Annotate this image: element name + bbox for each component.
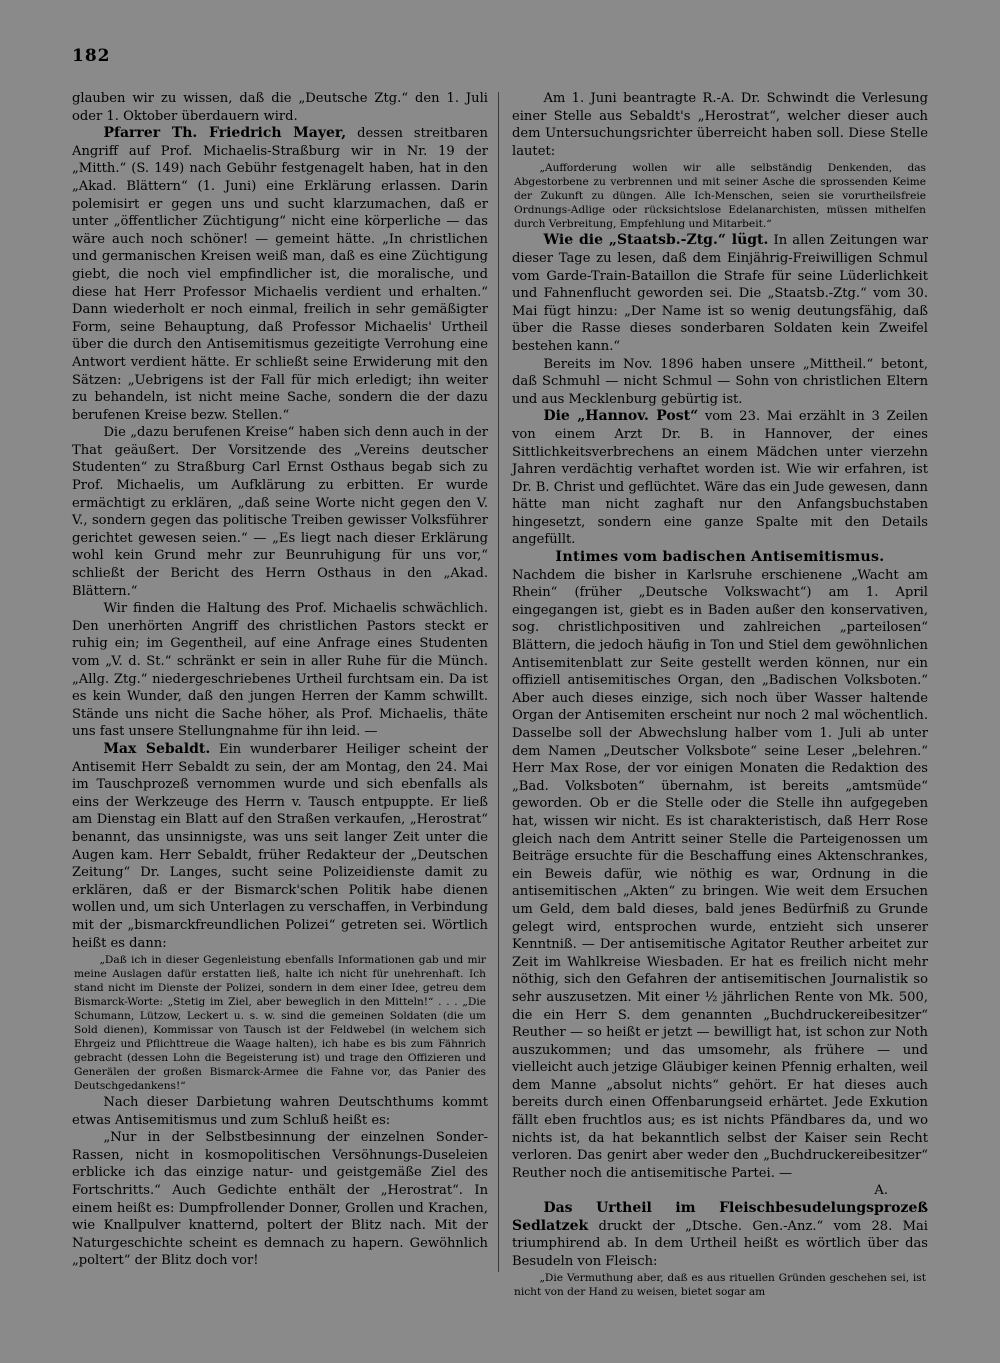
paragraph: Nachdem die bisher in Karlsruhe erschienene „Wacht am Rhein“ (früher „Deutsche Volkswacht“) am 1. April eingegangen ist, giebt es in Baden außer den konservativen, sog. christlichpositiven und zahlreichen „parteilosen“ Blättern, die jedoch häufig in Ton und Stiel dem gewöhnlichen Antisemitenblatt zur Seite gestellt werden können, nur ein offiziell antisemitisches Organ, den „Badischen Volksboten.“ Aber auch dieses einzige, sich noch über Wasser haltende Organ der Antisemiten erscheint nur noch 2 mal wöchentlich. Dasselbe soll der Abwechslung halber vom 1. Juli ab unter dem Namen „Deutscher Volksbote“ seine Leser „belehren.“ Herr Max Rose, der vor einigen Monaten die Redaktion des „Bad. Volksboten“ übernahm, ist bereits „amtsmüde“ geworden. Ob er die Stelle oder die Stelle ihn aufgegeben hat, wissen wir nicht. Es ist charakteristisch, daß Herr Rose gleich nach dem Antritt seiner Stelle die Parteigenossen um Beiträge ersuchte für die Beschaffung eines Aktenschrankes, ein Beweis dafür, wie nöthig es war, Ordnung in die antisemitischen „Akten“ zu bringen. Wie weit dem Ersuchen um Geld, dem bald dieses, bald jenes Bedürfniß zu Grunde gelegt wird, entsprochen wurde, entzieht sich unserer Kenntniß. — Der antisemitische Agitator Reuther arbeitet zur Zeit im Wahlkreise Wiesbaden. Er hat es freilich nicht mehr nöthig, sich den Gefahren der antisemitischen Journalistik so sehr auszusetzen. Mit einer ½ jährlichen Rente von Mk. 500, die ein Herr S. dem genannten „Buchdruckereibesitzer“ Reuther — so heißt er jetzt — bewilligt hat, ist schon zur Noth auszukommen; und das umsomehr, als frühere — und vielleicht auch jetzige Gläubiger keinen Pfennig erhalten, weil dem Manne „absolut nichts“ gehört. Er hat dieses auch bereits durch einen Offenbarungseid erhärtet. Jede Exkution fällt eben fruchtlos aus; es ist nichts Pfändbares da, und wo nichts ist, da hat bekanntlich selbst der Kaiser sein Recht verloren. Das genirt aber weder den „Buchdruckereibesitzer“ Reuther noch die antisemitische Partei. —	[512, 567, 928, 1181]
text-continuation: glauben wir zu wissen, daß die „Deutsche Ztg.“ den 1. Juli oder 1. Oktober überdauern wird.	[72, 91, 488, 124]
paragraph: Bereits im Nov. 1896 haben unsere „Mittheil.“ betont, daß Schmuhl — nicht Schmul — Sohn von christlichen Eltern und aus Mecklenburg gebürtig ist.	[512, 356, 928, 407]
article-body: Ein wunderbarer Heiliger scheint der Antisemit Herr Sebaldt zu sein, der am Montag, den 24. Mai im Tauschprozeß vernommen wurde und sich ebenfalls als eins der Werkzeuge des Herrn v. Tausch entpuppte. Er ließ am Dienstag ein Blatt auf den Straßen verkaufen, „Herostrat“ benannt, das unsinnigste, was uns seit langer Zeit unter die Augen kam. Herr Sebaldt, früher Redakteur der „Deutschen Zeitung“ Dr. Langes, sucht seine Polizeidienste damit zu erklären, daß er der Bismarck'schen Politik habe dienen wollen und, um sich Unterlagen zu verschaffen, in Verbindung mit der „bismarckfreundlichen Polizei“ getreten sei. Wörtlich heißt es dann:	[72, 741, 488, 951]
quote-text: „Die Vermuthung aber, daß es aus rituellen Gründen geschehen sei, ist nicht von der Hand zu weisen, bietet sogar am	[514, 1272, 926, 1299]
column-divider	[498, 92, 499, 1272]
article-heading: Die „Hannov. Post“	[543, 408, 699, 425]
section-heading: Intimes vom badischen Antisemitismus.	[555, 549, 885, 566]
article-heading: Max Sebaldt.	[103, 740, 211, 757]
article-body: dessen streitbaren Angriff auf Prof. Michaelis-Straßburg wir in Nr. 19 der „Mitth.“ (S. 149) nach Gebühr festgenagelt haben, hat in den „Akad. Blättern“ (1. Juni) eine Erklärung erlassen. Darin polemisirt er gegen uns und sucht klarzumachen, daß er unter „öffentlicher Züchtigung“ nicht eine körperliche — das wäre auch noch schöner! — gemeint hätte. „In christlichen und germanischen Kreisen weiß man, daß es eine Züchtigung giebt, die noch viel empfindlicher ist, die moralische, und diese hat Herr Professor Michaelis verdient und erhalten.“ Dann wiederholt er noch einmal, freilich in sehr gemäßigter Form, seine Behauptung, daß Professor Michaelis' Urtheil über die durch den Antisemitismus gezeitigte Verrohung eine Antwort verdient hätte. Er schließt seine Erwiderung mit den Sätzen: „Uebrigens ist der Fall für mich erledigt; ihn weiter zu behandeln, ist nicht meine Sache, sondern die der dazu berufenen Kreise bezw. Stellen.“	[72, 126, 488, 423]
page-number: 182	[72, 46, 111, 66]
paragraph: Am 1. Juni beantragte R.-A. Dr. Schwindt die Verlesung einer Stelle aus Sebaldt's „Herostrat“, welcher dieser auch dem Untersuchungsrichter überreicht haben soll. Diese Stelle lautet:	[512, 91, 928, 159]
block-quote	[512, 161, 928, 231]
article-staatsb	[512, 232, 928, 355]
article-mayer	[72, 125, 488, 424]
left-column	[72, 90, 488, 1270]
article-body: druckt der „Dtsche. Gen.-Anz.“ vom 28. Mai triumphirend ab. In dem Urtheil heißt es wörtlich über das Besudeln von Fleisch:	[512, 1218, 928, 1269]
right-column	[512, 90, 928, 1300]
paragraph: „Nur in der Selbstbesinnung der einzelnen Sonder-Rassen, nicht in kosmopolitischen Versöhnungs-Duseleien erblicke ich das einzige natur- und geistgemäße Ziel des Fortschritts.“ Auch Gedichte enthält der „Herostrat“. In einem heißt es: Dumpfrollender Donner, Grollen und Krachen, wie Knallpulver knatternd, poltert der Blitz nach. Mit der Naturgeschichte scheint es demnach zu hapern. Gewöhnlich „poltert“ der Blitz doch vor!	[72, 1130, 488, 1269]
article-heading: Wie die „Staatsb.-Ztg.“ lügt.	[543, 232, 769, 249]
article-body: In allen Zeitungen war dieser Tage zu lesen, daß dem Einjährig-Freiwilligen Schmul vom Garde-Train-Bataillon die Strafe für seine Lüderlichkeit und Fahnenflucht geworden sei. Die „Staatsb.-Ztg.“ vom 30. Mai fügt hinzu: „Der Name ist so wenig deutungsfähig, daß über die Rasse dieses sonderbaren Soldaten kein Zweifel bestehen kann.“	[512, 233, 928, 354]
article-hannov	[512, 408, 928, 549]
article-heading: Das Urtheil im Fleischbesudelungsprozeß Sedlatzek	[512, 1200, 928, 1234]
block-quote	[72, 953, 488, 1093]
article-body: vom 23. Mai erzählt in 3 Zeilen von einem Arzt Dr. B. in Hannover, der eines Sittlichkeitsverbrechens an einem Mädchen unter vierzehn Jahren verdächtig verhaftet worden ist. Wie wir erfahren, ist Dr. B. Christ und geflüchtet. Wäre das ein Jude gewesen, dann hätte man nicht zaghaft nur den Anfangsbuchstaben hingesetzt, sondern eine ganze Spalte mit den Details angefüllt.	[512, 409, 928, 548]
paragraph: Nach dieser Darbietung wahren Deutschthums kommt etwas Antisemitismus und zum Schluß heißt es:	[72, 1095, 488, 1128]
block-quote	[512, 1271, 928, 1299]
article-sebaldt	[72, 741, 488, 952]
quote-text: „Daß ich in dieser Gegenleistung ebenfalls Informationen gab und mir meine Auslagen dafür erstatten ließ, halte ich nicht für unehrenhaft. Ich stand nicht im Dienste der Polizei, sondern in dem einer Idee, getreu dem Bismarck-Worte: „Stetig im Ziel, aber beweglich in den Mitteln!“ . . . „Die Schumann, Lützow, Leckert u. s. w. sind die gemeinen Soldaten (die um Sold dienen), Kommissar von Tausch ist der Feldwebel (in welchem sich Ehrgeiz und Pflichttreue die Waage halten), ich habe es bis zum Fähnrich gebracht (dessen Lohn die Begeisterung ist) und trage den Offizieren und Generälen der großen Bismarck-Armee die Fahne vor, das Panier des Deutschgedankens!“	[74, 954, 486, 1093]
signature: A.	[874, 1183, 888, 1199]
paragraph: Die „dazu berufenen Kreise“ haben sich denn auch in der That geäußert. Der Vorsitzende des „Vereins deutscher Studenten“ zu Straßburg Carl Ernst Osthaus begab sich zu Prof. Michaelis, um Aufklärung zu erbitten. Er wurde ermächtigt zu erklären, „daß seine Worte nicht gegen den V. V., sondern gegen das politische Treiben gewisser Volksführer gerichtet gewesen seien.“ — „Es liegt nach dieser Erklärung wohl kein Grund mehr zur Beunruhigung für uns vor,“ schließt der Bericht des Herrn Osthaus in den „Akad. Blättern.“	[72, 425, 488, 599]
quote-text: „Aufforderung wollen wir alle selbständig Denkenden, das Abgestorbene zu verbrennen und mit seiner Asche die sprossenden Keime der Zukunft zu düngen. Alle Ich-Menschen, seien sie vorurtheilsfreie Ordnungs-Adlige oder rücksichtslose Edelanarchisten, müssen mithelfen durch Verbreitung, Empfehlung und Mitarbeit.“	[514, 162, 926, 231]
paragraph: Wir finden die Haltung des Prof. Michaelis schwächlich. Den unerhörten Angriff des christlichen Pastors steckt er ruhig ein; im Gegentheil, auf eine Anfrage eines Studenten vom „V. d. St.“ schränkt er sein in aller Ruhe für die Münch. „Allg. Ztg.“ niedergeschriebenes Urtheil furchtsam ein. Da ist es kein Wunder, daß den jungen Herren der Kamm schwillt. Stände uns nicht die Sache höher, als Prof. Michaelis, thäte uns fast unsere Stellungnahme für ihn leid. —	[72, 601, 488, 740]
article-heading: Pfarrer Th. Friedrich Mayer,	[103, 125, 347, 142]
article-urtheil	[512, 1200, 928, 1270]
